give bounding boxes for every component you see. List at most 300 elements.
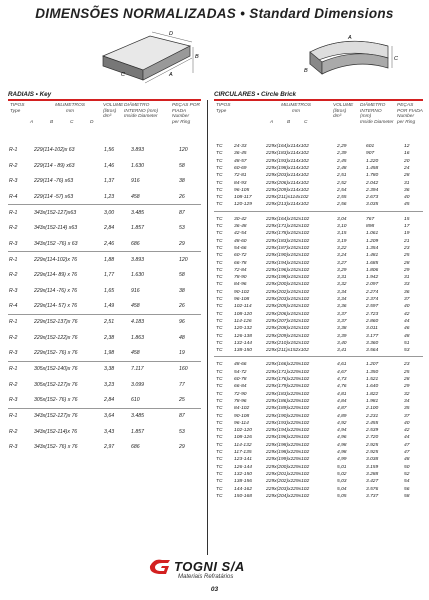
right-cell-code: 48-57 xyxy=(234,158,247,164)
right-cell-diameter: 2.925 xyxy=(366,450,379,455)
right-cell-diameter: 2.720 xyxy=(366,435,379,441)
right-cell-volume: 3,34 xyxy=(337,289,347,295)
right-cell-volume: 4,67 xyxy=(337,369,347,375)
right-table-row xyxy=(210,290,429,297)
left-header-dimensions: MILIMETROS mm xyxy=(55,103,85,114)
left-cell-dimensions: 305x(152-140)x 76 xyxy=(34,366,78,372)
left-table-row xyxy=(0,413,210,425)
right-cell-pieces: 36 xyxy=(404,187,410,193)
left-cell-type: R-1 xyxy=(9,366,18,372)
right-cell-pieces: 46 xyxy=(404,326,410,332)
left-cell-diameter: 1.630 xyxy=(131,272,144,278)
left-cell-diameter: 916 xyxy=(131,178,140,184)
key-label-c: C xyxy=(121,72,125,78)
left-cell-diameter: 916 xyxy=(131,287,140,294)
right-cell-diameter: 3.038 xyxy=(366,457,379,463)
right-cell-volume: 3,37 xyxy=(337,311,347,317)
right-cell-pieces: 44 xyxy=(404,318,410,324)
right-cell-diameter: 3.737 xyxy=(366,493,379,499)
left-cell-volume: 1,56 xyxy=(104,147,115,153)
left-cell-diameter: 3.893 xyxy=(131,256,144,263)
right-cell-pieces: 19 xyxy=(404,231,410,237)
left-cell-diameter: 3.485 xyxy=(131,209,144,216)
right-cell-code: 36-48 xyxy=(234,224,247,229)
left-cell-pieces: 26 xyxy=(179,303,185,309)
right-cell-pieces: 28 xyxy=(404,377,410,382)
right-table-row xyxy=(210,435,429,442)
right-table-row xyxy=(210,399,429,406)
right-cell-type: TC xyxy=(216,391,223,397)
right-cell-volume: 4,98 xyxy=(337,442,347,448)
right-cell-pieces: 45 xyxy=(404,202,410,208)
left-cell-dimensions: 229(114 -76) x63 xyxy=(34,178,74,184)
right-header-diameter: DIÂMETRO INTERNO (mm) Inside Diameter xyxy=(360,103,394,125)
right-cell-diameter: 2.374 xyxy=(366,297,379,302)
left-cell-volume: 3,23 xyxy=(104,381,115,388)
title-portuguese: DIMENSÕES NORMALIZADAS xyxy=(35,6,237,21)
right-cell-type: TC xyxy=(216,151,223,157)
right-cell-type: TC xyxy=(216,238,223,244)
left-header-b: B xyxy=(50,120,54,125)
right-cell-volume: 5,03 xyxy=(337,479,347,485)
page-number: 03 xyxy=(210,586,219,593)
right-cell-dimensions: 229x(202)x152x102 xyxy=(266,289,310,295)
left-cell-type: R-3 xyxy=(9,287,18,294)
title-english: Standard Dimensions xyxy=(249,6,394,21)
right-cell-dimensions: 229x(211)x114x102 xyxy=(266,195,309,201)
right-table-row xyxy=(210,319,429,326)
right-cell-type: TC xyxy=(216,195,223,201)
right-cell-dimensions: 229x(189)x229x102 xyxy=(266,406,310,412)
right-table-row xyxy=(210,443,429,450)
left-cell-volume: 2,46 xyxy=(104,240,115,247)
right-cell-volume: 5,02 xyxy=(337,471,347,477)
right-cell-pieces: 28 xyxy=(404,173,410,179)
left-cell-diameter: 458 xyxy=(131,303,140,309)
right-cell-dimensions: 229x(190)x229x102 xyxy=(266,413,310,419)
right-cell-type: TC xyxy=(216,289,223,295)
right-cell-type: TC xyxy=(216,442,223,448)
right-cell-volume: 4,84 xyxy=(337,398,347,404)
left-cell-dimensions: 343x(152- 76) x 76 xyxy=(34,444,78,450)
right-cell-diameter: 898 xyxy=(366,224,375,229)
right-table-row xyxy=(210,348,429,355)
right-cell-volume: 2,39 xyxy=(337,151,347,157)
right-table-row xyxy=(210,406,429,413)
right-cell-type: TC xyxy=(216,384,223,390)
right-cell-type: TC xyxy=(216,245,223,251)
right-cell-dimensions: 229x(178)x152x102 xyxy=(266,231,310,237)
right-cell-pieces: 25 xyxy=(404,253,410,259)
right-cell-pieces: 48 xyxy=(404,457,410,463)
left-cell-pieces: 53 xyxy=(179,225,185,231)
right-cell-pieces: 51 xyxy=(404,340,410,346)
right-cell-type: TC xyxy=(216,340,223,346)
right-cell-pieces: 24 xyxy=(404,165,410,171)
right-cell-diameter: 2.042 xyxy=(366,180,379,186)
right-cell-dimensions: 229x(194)x152x102 xyxy=(266,260,310,266)
right-cell-dimensions: 229x(203)x152x102 xyxy=(266,297,310,302)
right-cell-volume: 3,22 xyxy=(337,245,347,251)
right-table-row xyxy=(210,188,429,195)
left-cell-volume: 1,88 xyxy=(104,256,115,263)
right-cell-diameter: 2.231 xyxy=(366,413,379,419)
right-cell-type: TC xyxy=(216,165,223,171)
left-cell-pieces: 160 xyxy=(179,366,188,372)
right-cell-code: 84-96 xyxy=(234,282,247,288)
right-cell-dimensions: 229x(200)x229x102 xyxy=(266,464,310,470)
right-cell-code: 144-162 xyxy=(234,486,252,492)
right-cell-type: TC xyxy=(216,435,223,441)
left-cell-type: R-2 xyxy=(9,225,18,231)
right-cell-diameter: 2.925 xyxy=(366,442,379,448)
left-cell-type: R-4 xyxy=(9,303,18,309)
right-cell-volume: 3,34 xyxy=(337,297,347,302)
key-label-d: D xyxy=(169,31,173,37)
left-header-pieces: PEÇAS POR FIADA Number per Ring xyxy=(172,103,200,125)
right-table-row xyxy=(210,326,429,333)
left-cell-volume: 1,37 xyxy=(104,178,115,184)
right-cell-diameter: 1.822 xyxy=(366,391,379,397)
right-cell-diameter: 3.288 xyxy=(366,471,379,477)
right-cell-code: 126-144 xyxy=(234,464,252,470)
right-cell-volume: 4,81 xyxy=(337,391,347,397)
right-cell-type: TC xyxy=(216,282,223,288)
left-cell-type: R-1 xyxy=(9,256,18,263)
left-cell-diameter: 3.485 xyxy=(131,413,144,419)
right-table-row xyxy=(210,166,429,173)
right-cell-diameter: 1.780 xyxy=(366,173,379,179)
right-cell-dimensions: 229x(211)x152x102 xyxy=(266,348,309,354)
right-cell-code: 24-33 xyxy=(234,144,247,149)
left-table-row xyxy=(0,444,210,456)
circle-label-a: A xyxy=(348,35,352,41)
right-header-volume: VOLUME (litros) dm³ xyxy=(333,103,354,120)
left-cell-type: R-1 xyxy=(9,413,18,419)
right-cell-diameter: 1.942 xyxy=(366,275,379,281)
left-cell-type: R-3 xyxy=(9,350,18,356)
right-cell-type: TC xyxy=(216,420,223,426)
right-cell-volume: 2,52 xyxy=(337,180,347,186)
right-table-row xyxy=(210,261,429,268)
right-cell-volume: 3,41 xyxy=(337,348,347,354)
right-cell-diameter: 3.035 xyxy=(366,202,379,208)
right-cell-code: 60-78 xyxy=(234,377,247,382)
right-cell-type: TC xyxy=(216,260,223,266)
left-cell-diameter: 1.857 xyxy=(131,428,144,435)
left-cell-volume: 3,64 xyxy=(104,413,115,419)
left-cell-dimensions: 229x(114- 57) x 76 xyxy=(34,303,78,309)
right-cell-pieces: 29 xyxy=(404,267,410,273)
left-cell-dimensions: 343x(152 -76) x 63 xyxy=(34,240,78,247)
right-cell-code: 132-144 xyxy=(234,340,252,346)
right-cell-code: 78-90 xyxy=(234,275,247,281)
right-cell-dimensions: 229x(196)x229x102 xyxy=(266,435,310,441)
left-cell-type: R-3 xyxy=(9,444,18,450)
right-cell-code: 126-138 xyxy=(234,333,252,339)
right-cell-volume: 2,55 xyxy=(337,195,347,201)
right-cell-type: TC xyxy=(216,224,223,229)
left-cell-dimensions: 343x(152-114)x 76 xyxy=(34,428,78,435)
right-cell-type: TC xyxy=(216,428,223,434)
right-cell-code: 66-84 xyxy=(234,384,247,390)
left-group-divider xyxy=(8,361,201,362)
left-cell-volume: 2,51 xyxy=(104,319,115,325)
right-cell-volume: 3,36 xyxy=(337,304,347,310)
left-cell-pieces: 38 xyxy=(179,287,185,294)
right-cell-code: 36-45 xyxy=(234,151,247,157)
right-table-row xyxy=(210,159,429,166)
right-cell-code: 90-108 xyxy=(234,413,250,419)
left-cell-volume: 2,38 xyxy=(104,334,115,341)
right-cell-code: 108-126 xyxy=(234,435,252,441)
left-cell-diameter: 686 xyxy=(131,240,140,247)
right-cell-volume: 4,73 xyxy=(337,377,347,382)
right-cell-diameter: 767 xyxy=(366,216,375,222)
title-separator: • xyxy=(240,6,246,21)
left-cell-dimensions: 229x(152-122)x 76 xyxy=(34,334,78,341)
right-cell-pieces: 29 xyxy=(404,384,410,390)
left-cell-volume: 1,98 xyxy=(104,350,115,356)
right-cell-type: TC xyxy=(216,144,223,149)
right-cell-diameter: 2.723 xyxy=(366,311,379,317)
right-cell-volume: 3,10 xyxy=(337,224,347,229)
right-cell-code: 114-132 xyxy=(234,442,252,448)
left-cell-type: R-3 xyxy=(9,397,18,403)
left-table-row xyxy=(0,429,210,441)
left-cell-type: R-4 xyxy=(9,193,18,200)
left-cell-dimensions: 229x(114 -76) x 76 xyxy=(34,287,78,294)
right-cell-dimensions: 229x(213)x114x102 xyxy=(266,202,309,208)
left-cell-dimensions: 229(114 -57) x63 xyxy=(34,193,74,200)
right-cell-pieces: 50 xyxy=(404,464,410,470)
right-table-body xyxy=(210,144,429,554)
left-cell-pieces: 25 xyxy=(179,397,185,403)
left-header-type: TIPOS Type xyxy=(10,103,25,114)
right-cell-diameter: 3.159 xyxy=(366,464,379,470)
right-cell-pieces: 47 xyxy=(404,450,410,455)
right-cell-dimensions: 229x(210)x152x102 xyxy=(266,340,310,346)
right-cell-volume: 3,24 xyxy=(337,253,347,259)
right-cell-diameter: 1.061 xyxy=(366,231,379,237)
right-cell-diameter: 2.597 xyxy=(366,304,379,310)
right-cell-dimensions: 229x(166)x229x102 xyxy=(266,362,310,368)
left-table-row xyxy=(0,178,210,190)
left-cell-type: R-1 xyxy=(9,319,18,325)
right-cell-code: 30-42 xyxy=(234,216,247,222)
right-cell-type: TC xyxy=(216,180,223,186)
right-cell-code: 120-132 xyxy=(234,326,252,332)
right-header-b: B xyxy=(287,120,291,125)
right-table-row xyxy=(210,268,429,275)
right-cell-dimensions: 229x(198)x152x102 xyxy=(266,275,310,281)
right-table-row xyxy=(210,239,429,246)
right-cell-pieces: 17 xyxy=(404,224,410,229)
right-cell-volume: 5,01 xyxy=(337,464,347,470)
left-cell-diameter: 7.117 xyxy=(131,366,144,372)
right-cell-code: 96-108 xyxy=(234,297,250,302)
right-cell-type: TC xyxy=(216,333,223,339)
right-cell-volume: 2,51 xyxy=(337,173,347,179)
right-cell-code: 102-120 xyxy=(234,428,252,434)
right-cell-pieces: 42 xyxy=(404,428,410,434)
right-cell-code: 138-150 xyxy=(234,348,252,354)
right-cell-type: TC xyxy=(216,253,223,259)
left-cell-diameter: 1.857 xyxy=(131,225,144,231)
right-cell-pieces: 16 xyxy=(404,151,410,157)
right-cell-diameter: 2.860 xyxy=(366,318,379,324)
right-cell-code: 123-141 xyxy=(234,457,252,463)
left-cell-type: R-2 xyxy=(9,381,18,388)
right-cell-type: TC xyxy=(216,479,223,485)
right-cell-pieces: 20 xyxy=(404,158,410,164)
right-cell-code: 138-156 xyxy=(234,479,252,485)
right-cell-type: TC xyxy=(216,369,223,375)
right-cell-code: 96-105 xyxy=(234,187,250,193)
right-table-row xyxy=(210,479,429,486)
right-cell-type: TC xyxy=(216,362,223,368)
right-cell-type: TC xyxy=(216,304,223,310)
right-cell-dimensions: 229x(186)x229x102 xyxy=(266,398,310,404)
left-cell-volume: 2,97 xyxy=(104,444,115,450)
right-cell-volume: 2,29 xyxy=(337,144,347,149)
left-cell-type: R-2 xyxy=(9,272,18,278)
circle-label-c: C xyxy=(394,56,398,62)
left-group-divider xyxy=(8,314,201,315)
right-cell-dimensions: 229x(193)x229x102 xyxy=(266,420,310,426)
right-header-c: C xyxy=(304,120,308,125)
right-table-row xyxy=(210,370,429,377)
right-cell-type: TC xyxy=(216,158,223,164)
right-cell-pieces: 40 xyxy=(404,195,410,201)
right-cell-diameter: 1.350 xyxy=(366,369,379,375)
right-cell-pieces: 44 xyxy=(404,435,410,441)
left-cell-dimensions: 229x(114-102)x 76 xyxy=(34,256,78,263)
right-cell-diameter: 2.097 xyxy=(366,282,379,288)
right-cell-code: 42-54 xyxy=(234,231,247,237)
left-cell-pieces: 48 xyxy=(179,334,185,341)
right-table-row xyxy=(210,421,429,428)
left-table-row xyxy=(0,366,210,378)
left-cell-volume: 3,38 xyxy=(104,366,115,372)
right-cell-volume: 4,98 xyxy=(337,450,347,455)
right-cell-pieces: 32 xyxy=(404,391,410,397)
right-header-dimensions: MILIMETROS mm xyxy=(281,103,311,114)
right-table-row xyxy=(210,217,429,224)
right-table-row xyxy=(210,246,429,253)
section-rule-left xyxy=(8,99,201,101)
right-cell-dimensions: 229x(183)x114x102 xyxy=(266,151,309,157)
right-cell-type: TC xyxy=(216,398,223,404)
right-cell-dimensions: 229x(208)x152x102 xyxy=(266,326,310,332)
right-cell-dimensions: 229x(164)x152x102 xyxy=(266,216,310,222)
left-cell-dimensions: 305x(152-127)x 76 xyxy=(34,381,78,388)
right-cell-diameter: 3.427 xyxy=(366,479,379,485)
right-cell-code: 48-66 xyxy=(234,362,247,368)
right-cell-pieces: 53 xyxy=(404,348,410,354)
right-cell-volume: 3,39 xyxy=(337,333,347,339)
right-cell-code: 60-72 xyxy=(234,253,247,259)
right-cell-dimensions: 229x(205)x152x102 xyxy=(266,304,310,310)
left-cell-pieces: 53 xyxy=(179,428,185,435)
right-cell-dimensions: 229x(198)x229x102 xyxy=(266,442,310,448)
right-cell-diameter: 1.521 xyxy=(366,377,379,382)
left-cell-type: R-3 xyxy=(9,178,18,184)
right-cell-code: 120-129 xyxy=(234,202,252,208)
right-cell-dimensions: 229x(207)x152x102 xyxy=(266,318,310,324)
right-cell-type: TC xyxy=(216,187,223,193)
left-cell-pieces: 19 xyxy=(179,350,185,356)
right-cell-code: 72-90 xyxy=(234,391,247,397)
right-cell-type: TC xyxy=(216,173,223,179)
right-table-row xyxy=(210,494,429,501)
right-cell-pieces: 28 xyxy=(404,260,410,266)
right-cell-code: 84-93 xyxy=(234,180,247,186)
right-cell-code: 84-102 xyxy=(234,406,250,412)
right-cell-pieces: 40 xyxy=(404,304,410,310)
right-cell-volume: 4,92 xyxy=(337,420,347,426)
right-cell-code: 72-81 xyxy=(234,173,247,179)
right-cell-volume: 5,05 xyxy=(337,493,347,499)
right-cell-diameter: 1.481 xyxy=(366,253,379,259)
left-cell-diameter: 458 xyxy=(131,193,140,200)
right-cell-diameter: 2.100 xyxy=(366,406,379,412)
right-cell-pieces: 23 xyxy=(404,362,410,368)
right-cell-dimensions: 229x(179)x229x102 xyxy=(266,384,310,390)
right-table-row xyxy=(210,231,429,238)
left-header-volume: VOLUME (litros) dm³ xyxy=(103,103,124,120)
left-header-diameter: DIÂMETRO INTERNO (mm) Inside Diameter xyxy=(124,103,159,120)
right-cell-pieces: 25 xyxy=(404,369,410,375)
left-cell-dimensions: 229x(114- 89) x 76 xyxy=(34,272,78,278)
right-cell-dimensions: 229x(206)x114x102 xyxy=(266,180,309,186)
circle-label-b: B xyxy=(304,68,308,74)
right-cell-code: 96-114 xyxy=(234,420,249,426)
left-group-divider xyxy=(8,204,201,205)
right-cell-volume: 2,56 xyxy=(337,202,347,208)
left-cell-pieces: 120 xyxy=(179,256,188,263)
right-cell-diameter: 1.209 xyxy=(366,238,379,244)
right-cell-volume: 3,04 xyxy=(337,216,347,222)
right-cell-type: TC xyxy=(216,486,223,492)
right-cell-code: 66-78 xyxy=(234,260,247,266)
right-cell-volume: 3,40 xyxy=(337,340,347,346)
left-table-row xyxy=(0,163,210,175)
right-cell-type: TC xyxy=(216,216,223,222)
right-cell-dimensions: 229x(199)x229x102 xyxy=(266,457,310,463)
right-cell-code: 60-69 xyxy=(234,165,247,171)
right-cell-code: 54-66 xyxy=(234,245,247,251)
key-label-b: B xyxy=(195,54,199,60)
right-cell-pieces: 37 xyxy=(404,297,410,302)
left-cell-pieces: 26 xyxy=(179,193,185,200)
right-cell-dimensions: 229x(187)x152x102 xyxy=(266,245,310,251)
right-cell-type: TC xyxy=(216,297,223,302)
left-header-c: C xyxy=(70,120,74,125)
right-cell-code: 108-117 xyxy=(234,195,252,201)
right-cell-code: 78-96 xyxy=(234,398,247,404)
right-cell-dimensions: 229x(209)x152x102 xyxy=(266,333,310,339)
left-group-divider xyxy=(8,251,201,252)
circle-brick-figure xyxy=(300,30,400,88)
left-table-row xyxy=(0,147,210,159)
right-cell-pieces: 56 xyxy=(404,486,410,492)
right-table-row xyxy=(210,312,429,319)
right-cell-type: TC xyxy=(216,275,223,281)
right-cell-code: 108-120 xyxy=(234,311,252,317)
right-cell-diameter: 3.360 xyxy=(366,340,379,346)
right-cell-diameter: 1.685 xyxy=(366,260,379,266)
